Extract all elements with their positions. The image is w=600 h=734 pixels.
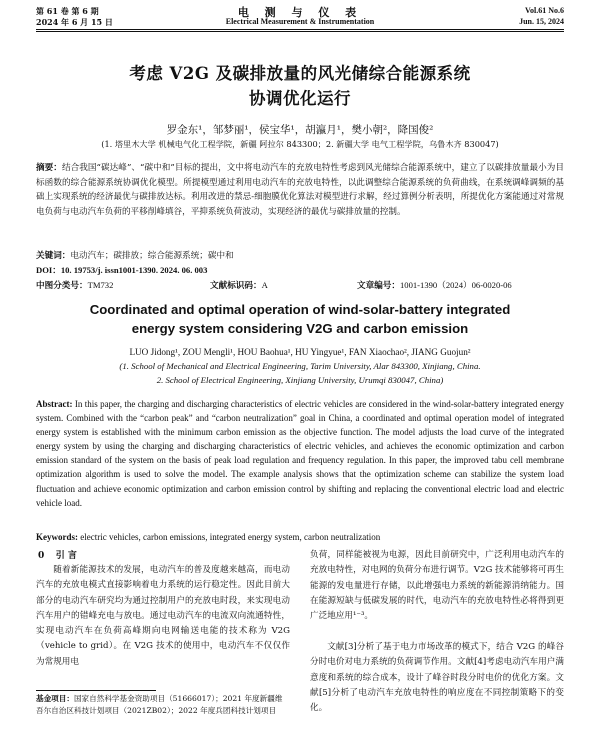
affiliations-zh: (1. 塔里木大学 机械电气化工程学院，新疆 阿拉尔 843300；2. 新疆大学 电气工程学院，乌鲁木齐 830047) <box>101 139 499 149</box>
keywords-zh-text: 电动汽车；碳排放；综合能源系统；碳中和 <box>70 251 234 261</box>
section-heading <box>38 548 77 561</box>
footnote-rule <box>36 690 156 691</box>
abstract-en-label: Abstract: <box>36 399 73 409</box>
header-journal-en: Electrical Measurement & Instrumentation <box>225 17 375 26</box>
keywords-en-label: Keywords: <box>36 532 78 542</box>
document-code <box>210 279 268 291</box>
clc-value: TM732 <box>87 280 114 290</box>
header-volume-issue: 第 61 卷 第 6 期 <box>36 6 99 16</box>
intro-right-paragraph-1: 负荷，同样能被视为电源，因此目前研究中，广泛利用电动汽车的充放电特性，对电网的负荷分布进行调节。V2G 技术能够将可再生能源的发电量进行存储，以此增强电力系统的新能源消纳能力。国在能源短缺与低碳发展的时代，电动汽车的充放电特性必将得到更广泛地应用¹⁻³。 <box>310 550 564 622</box>
authors-en: LUO Jidong¹, ZOU Mengli¹, HOU Baohua¹, HU Yingyue¹, FAN Xiaochao², JIANG Guojun² <box>129 347 471 357</box>
funding-footnote <box>36 693 290 717</box>
affiliations-en-line1: (1. School of Mechanical and Electrical Engineering, Tarim University, Alar 843300, Xinjiang, China. <box>119 361 481 371</box>
header-date-en: Jun. 15, 2024 <box>519 17 564 26</box>
keywords-en-text: electric vehicles, carbon emissions, integrated energy system, carbon neutralization <box>80 532 381 542</box>
article-no-value: 1001-1390（2024）06-0020-06 <box>399 280 512 290</box>
doc-code-value: A <box>261 280 268 290</box>
abstract-en-text: In this paper, the charging and discharging characteristics of electric vehicles are considered in the wind-solar-battery integrated energy system. Combined with the “carbon peak” and “carbon neutralization” goal in China, a coordinated and optimal operation model of integrated energy system is established with the minimum carbon emission as the objective function. The model adjusts the load curve of the integrated energy system by using the charging and discharging characteristics of electric vehicles, and achieves the economic optimization and carbon emission standard of the system on the basis of peak load regulation and frequency regulation. In this paper, the improved tabu cell membrane optimization algorithm is used to solve the model. The example analysis shows that the optimization scheme can stabilize the system load fluctuation and achieve economic optimization and carbon emission control by shifting and replacing the conventional electric load and electric vehicle load. <box>36 399 565 508</box>
title-en-line1: Coordinated and optimal operation of wind-solar-battery integrated <box>89 302 511 317</box>
authors-zh: 罗金东¹，邹梦丽¹，侯宝华¹，胡瀛月¹，樊小朝²，降国俊² <box>166 124 434 136</box>
header-rule <box>36 29 564 30</box>
intro-left-paragraph: 随着新能源技术的发展，电动汽车的普及度越来越高，而电动汽车的充放电模式直接影响着电力系统的运行稳定性。因此目前大部分的电动汽车研究均为通过控制用户的充放电时段，来实现电动汽车用户的错峰充电与放电。通过电动汽车的电流双向流通特性，实现电动汽车在负荷高峰期向电网输送电能的技术称为 V2G（vehicle to grid）。在 V2G 技术的使用中，电动汽车不仅仅作为常规用电 <box>36 565 290 667</box>
header-date: 2024 年 6 月 15 日 <box>36 17 113 27</box>
doi: DOI：10. 19753/j. issn1001-1390. 2024. 06. 003 <box>36 265 208 275</box>
abstract-zh-label: 摘要： <box>36 163 62 173</box>
keywords-zh <box>36 249 564 264</box>
title-zh-line1: 考虑 V2G 及碳排放量的风光储综合能源系统 <box>129 64 471 83</box>
header-volume-en: Vol.61 No.6 <box>524 6 564 15</box>
intro-right-paragraph-2: 文献[3]分析了基于电力市场改革的模式下，结合 V2G 的峰谷分时电价对电力系统的负荷调节作用。文献[4]考虑电动汽车用户满意度和系统的综合成本，设计了峰谷时段分时电价的优化方案。文献[5]分析了电动汽车充放电特性的响应度在不同控制策略下的变化。 <box>310 642 564 714</box>
section-number: 0 <box>38 551 45 561</box>
article-no-label: 文章编号： <box>357 281 400 291</box>
abstract-zh <box>36 161 564 219</box>
funding-text: 国家自然科学基金资助项目（51666017）；2021 年度新疆维吾尔自治区科技计划项目（2021ZB02）；2022 年度兵团科技计划项目 <box>36 694 283 715</box>
article-number <box>357 279 512 291</box>
affiliations-en-line2: 2. School of Electrical Engineering, Xinjiang University, Urumqi 830047, China) <box>156 375 444 385</box>
header-rule-thin <box>36 31 564 32</box>
doc-code-label: 文献标识码： <box>210 281 262 291</box>
clc-number <box>36 279 113 291</box>
keywords-en <box>36 530 564 544</box>
title-en-line2: energy system considering V2G and carbon emission <box>131 321 469 336</box>
title-zh-line2: 协调优化运行 <box>249 89 351 108</box>
abstract-zh-text: 结合我国“碳达峰”、“碳中和”目标的提出，文中将电动汽车的充放电特性考虑到风光储综合能源系统中，建立了以碳排放量最小为目标函数的综合能源系统协调优化模型。所提模型通过利用电动汽车的充放电特性，以此调整综合能源系统的负荷曲线，在系统调峰调频的基础上实现系统的经济最优与碳排放达标。利用改进的禁忌-细胞膜优化算法对模型进行求解，经过算例分析表明，所提优化方案能通过对常规电负荷与电动汽车负荷的平移削峰填谷，平抑系统负荷波动，实现经济的最优与碳排放量的控制。 <box>36 163 564 217</box>
funding-label: 基金项目： <box>36 694 74 703</box>
clc-label: 中图分类号： <box>36 281 88 291</box>
keywords-zh-label: 关键词： <box>36 251 71 261</box>
section-title: 引 言 <box>55 551 77 561</box>
header-journal-zh: 电 测 与 仪 表 <box>237 6 363 19</box>
abstract-en <box>36 397 564 510</box>
